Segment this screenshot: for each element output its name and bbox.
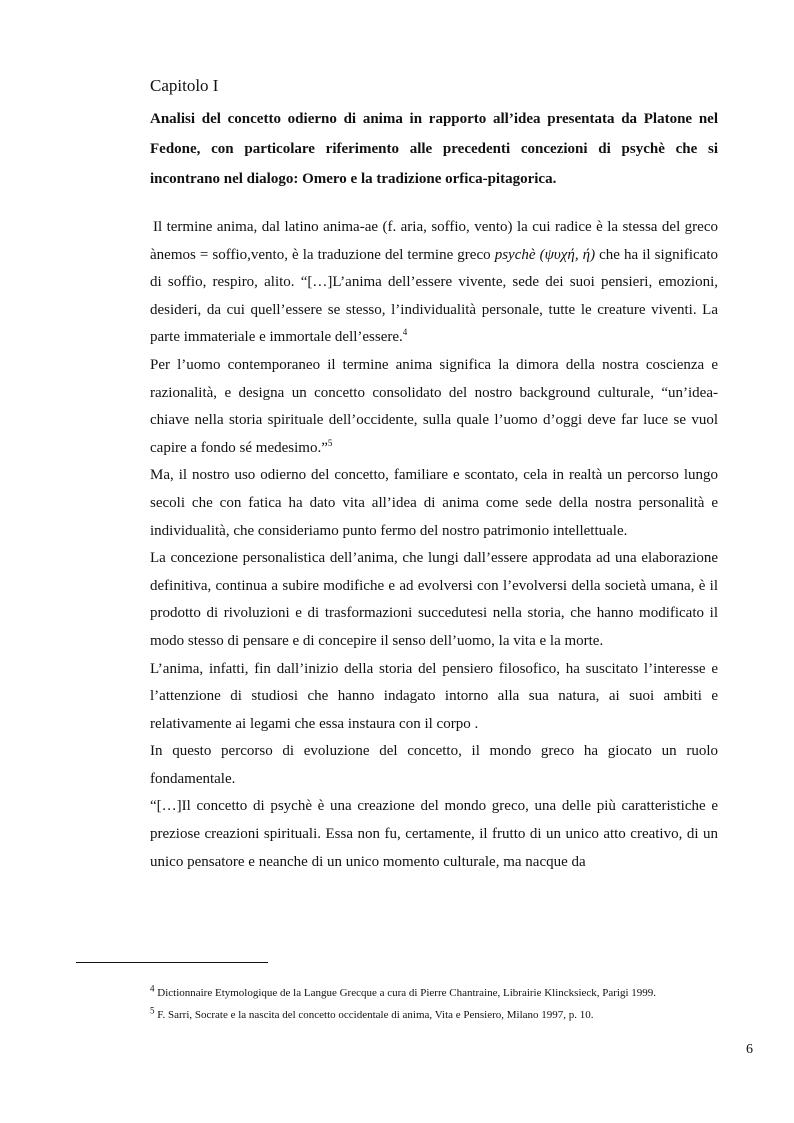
paragraph-2 (150, 352, 718, 462)
footnote-4-text: Dictionnaire Etymologique de la Langue Grecque a cura di Pierre Chantraine, Librairie Klincksieck, Parigi 1999. (154, 987, 657, 999)
footnote-ref-5[interactable]: 5 (327, 437, 333, 448)
paragraph-1-text-b: che ha il significato di soffio, respiro, alito. “[…]L’anima dell’essere vivente, sede dei suoi pensieri, emozioni, desideri, da cui quell’essere se stesso, l’individualità personale, tutte le creature viventi. La parte immateriale e immortale dell’essere. (150, 246, 718, 346)
paragraph-1 (150, 214, 718, 352)
paragraph-6: In questo percorso di evoluzione del concetto, il mondo greco ha giocato un ruolo fondamentale. (150, 743, 718, 787)
paragraph-7: “[…]Il concetto di psychè è una creazione del mondo greco, una delle più caratteristiche e preziose creazioni spirituali. Essa non fu, certamente, il frutto di un unico atto creativo, di un unico pensatore e neanche di un unico momento culturale, ma nacque da (150, 798, 718, 870)
footnotes (150, 982, 730, 1026)
footnote-5 (150, 1004, 730, 1026)
footnote-4-number: 4 (150, 983, 155, 994)
paragraph-4: La concezione personalistica dell’anima, che lungi dall’essere approdata ad una elaborazione definitiva, continua a subire modifiche e ad evolversi con l’evolversi della società umana, è il prodotto di rivoluzioni e di trasformazioni succedutesi nella storia, che hanno modificato il modo stesso di pensare e di concepire il senso dell’uomo, la vita e la morte. (150, 550, 718, 649)
footnote-divider (76, 962, 268, 963)
body-text (150, 214, 718, 876)
footnote-5-number: 5 (150, 1005, 155, 1016)
chapter-label: Capitolo I (150, 76, 219, 95)
paragraph-1-text-a: Il termine anima, dal latino anima-ae (f. aria, soffio, vento) la cui radice è la stessa del greco ànemos = soffio,vento, è la traduzione del termine greco (150, 219, 718, 263)
footnote-ref-4[interactable]: 4 (402, 327, 408, 338)
footnote-5-text: F. Sarri, Socrate e la nascita del concetto occidentale di anima, Vita e Pensiero, Milano 1997, p. 10. (154, 1009, 594, 1021)
paragraph-3: Ma, il nostro uso odierno del concetto, familiare e scontato, cela in realtà un percorso lungo secoli che con fatica ha dato vita all’idea di anima come sede della nostra personalità e individualità, che consideriamo punto fermo del nostro patrimonio intellettuale. (150, 467, 718, 539)
psyche-greek-term: psychè (ψυχή, ή) (494, 246, 596, 263)
chapter-heading: Analisi del concetto odierno di anima in rapporto all’idea presentata da Platone nel Fedone, con particolare riferimento alle precedenti concezioni di psychè che si incontrano nel dialogo: Omero e la tradizione orfica-pitagorica. (150, 111, 718, 187)
footnote-4 (150, 982, 730, 1004)
page-number: 6 (746, 1042, 753, 1057)
paragraph-2-text: Per l’uomo contemporaneo il termine anima significa la dimora della nostra coscienza e razionalità, e designa un concetto consolidato del nostro background culturale, “un’idea-chiave nella storia spirituale dell’occidente, sulla quale l’uomo d’oggi deve far luce se vuol capire a fondo sé medesimo.” (150, 356, 718, 456)
paragraph-5: L’anima, infatti, fin dall’inizio della storia del pensiero filosofico, ha suscitato l’interesse e l’attenzione di studiosi che hanno indagato intorno alla sua natura, ai suoi ambiti e relativamente ai legami che essa instaura con il corpo . (150, 660, 718, 732)
